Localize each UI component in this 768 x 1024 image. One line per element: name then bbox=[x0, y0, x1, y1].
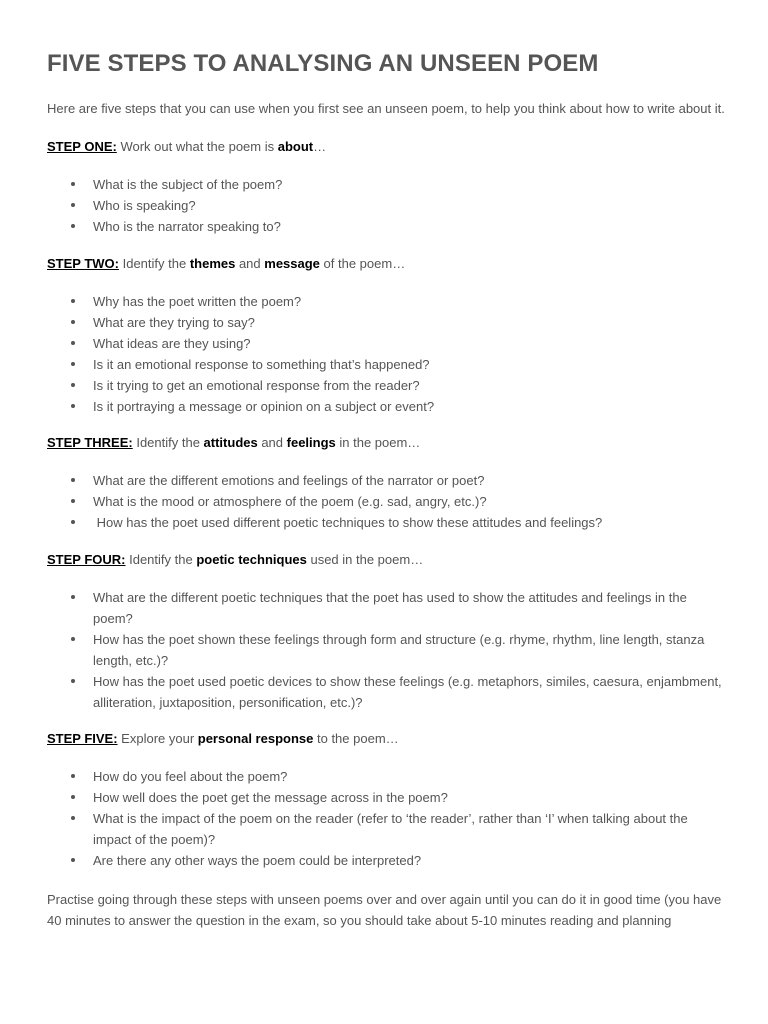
step-one-heading: STEP ONE: Work out what the poem is about… bbox=[47, 139, 327, 154]
step-label: STEP TWO: bbox=[47, 256, 119, 271]
step-four-list bbox=[47, 587, 727, 713]
list-item: Who is speaking? bbox=[47, 195, 727, 216]
step-three-list bbox=[47, 470, 727, 533]
step-one-list bbox=[47, 174, 727, 237]
step-label: STEP ONE: bbox=[47, 139, 117, 154]
list-item: How has the poet used poetic devices to show these feelings (e.g. metaphors, similes, caesura, enjambment, alliteration, juxtaposition, personification, etc.)? bbox=[47, 671, 727, 713]
list-item: Why has the poet written the poem? bbox=[47, 291, 727, 312]
list-item: What are the different emotions and feelings of the narrator or poet? bbox=[47, 470, 727, 491]
step-two-list bbox=[47, 291, 727, 417]
intro-paragraph: Here are five steps that you can use when you first see an unseen poem, to help you think about how to write about it. bbox=[47, 101, 725, 116]
list-item: What is the mood or atmosphere of the poem (e.g. sad, angry, etc.)? bbox=[47, 491, 727, 512]
step-five-list bbox=[47, 766, 727, 871]
list-item: How well does the poet get the message across in the poem? bbox=[47, 787, 727, 808]
page-title: FIVE STEPS TO ANALYSING AN UNSEEN POEM bbox=[47, 50, 599, 77]
list-item: Who is the narrator speaking to? bbox=[47, 216, 727, 237]
step-three-heading: STEP THREE: Identify the attitudes and feelings in the poem… bbox=[47, 435, 421, 450]
list-item: What are they trying to say? bbox=[47, 312, 727, 333]
step-four-heading: STEP FOUR: Identify the poetic techniques used in the poem… bbox=[47, 552, 424, 567]
list-item: Is it portraying a message or opinion on a subject or event? bbox=[47, 396, 727, 417]
list-item: Is it an emotional response to something that’s happened? bbox=[47, 354, 727, 375]
list-item: What are the different poetic techniques that the poet has used to show the attitudes and feelings in the poem? bbox=[47, 587, 727, 629]
list-item: How has the poet used different poetic techniques to show these attitudes and feelings? bbox=[47, 512, 727, 533]
list-item: What ideas are they using? bbox=[47, 333, 727, 354]
step-five-heading: STEP FIVE: Explore your personal response to the poem… bbox=[47, 731, 399, 746]
list-item: How has the poet shown these feelings through form and structure (e.g. rhyme, rhythm, line length, stanza length, etc.)? bbox=[47, 629, 727, 671]
list-item: Is it trying to get an emotional response from the reader? bbox=[47, 375, 727, 396]
closing-paragraph: Practise going through these steps with unseen poems over and over again until you can do it in good time (you have 40 minutes to answer the question in the exam, so you should take about 5-10 minutes reading and planning bbox=[47, 892, 722, 928]
step-two-heading: STEP TWO: Identify the themes and message of the poem… bbox=[47, 256, 406, 271]
step-label: STEP FIVE: bbox=[47, 731, 118, 746]
list-item: Are there any other ways the poem could be interpreted? bbox=[47, 850, 727, 871]
step-label: STEP THREE: bbox=[47, 435, 133, 450]
list-item: How do you feel about the poem? bbox=[47, 766, 727, 787]
list-item: What is the subject of the poem? bbox=[47, 174, 727, 195]
step-label: STEP FOUR: bbox=[47, 552, 126, 567]
list-item: What is the impact of the poem on the reader (refer to ‘the reader’, rather than ‘I’ when talking about the impact of the poem)? bbox=[47, 808, 727, 850]
